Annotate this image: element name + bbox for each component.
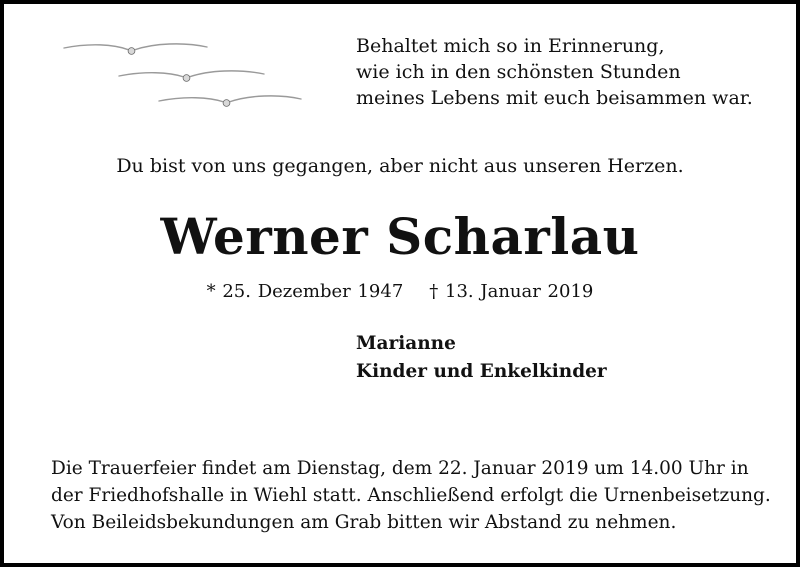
mourner: Marianne <box>356 333 456 354</box>
birds-illustration <box>59 34 309 114</box>
funeral-notice <box>51 455 771 536</box>
life-dates <box>4 281 796 302</box>
mourners-list <box>356 330 607 386</box>
notice-line: Die Trauerfeier findet am Dienstag, dem 22. Januar 2019 um 14.00 Uhr in <box>51 458 749 479</box>
poem-line: Behaltet mich so in Erinnerung, <box>356 35 665 57</box>
poem-line: wie ich in den schönsten Stunden <box>356 61 681 83</box>
mourner: Kinder und Enkelkinder <box>356 361 607 382</box>
memorial-subtitle: Du bist von uns gegangen, aber nicht aus unseren Herzen. <box>116 155 684 177</box>
death-date: † 13. Januar 2019 <box>429 281 594 302</box>
notice-line: der Friedhofshalle in Wiehl statt. Anschließend erfolgt die Urnenbeisetzung. <box>51 485 771 506</box>
poem <box>356 33 753 111</box>
notice-line: Von Beileidsbekundungen am Grab bitten wir Abstand zu nehmen. <box>51 512 677 533</box>
deceased-name: Werner Scharlau <box>160 207 640 266</box>
poem-line: meines Lebens mit euch beisammen war. <box>356 87 753 109</box>
birth-date: * 25. Dezember 1947 <box>206 281 404 302</box>
